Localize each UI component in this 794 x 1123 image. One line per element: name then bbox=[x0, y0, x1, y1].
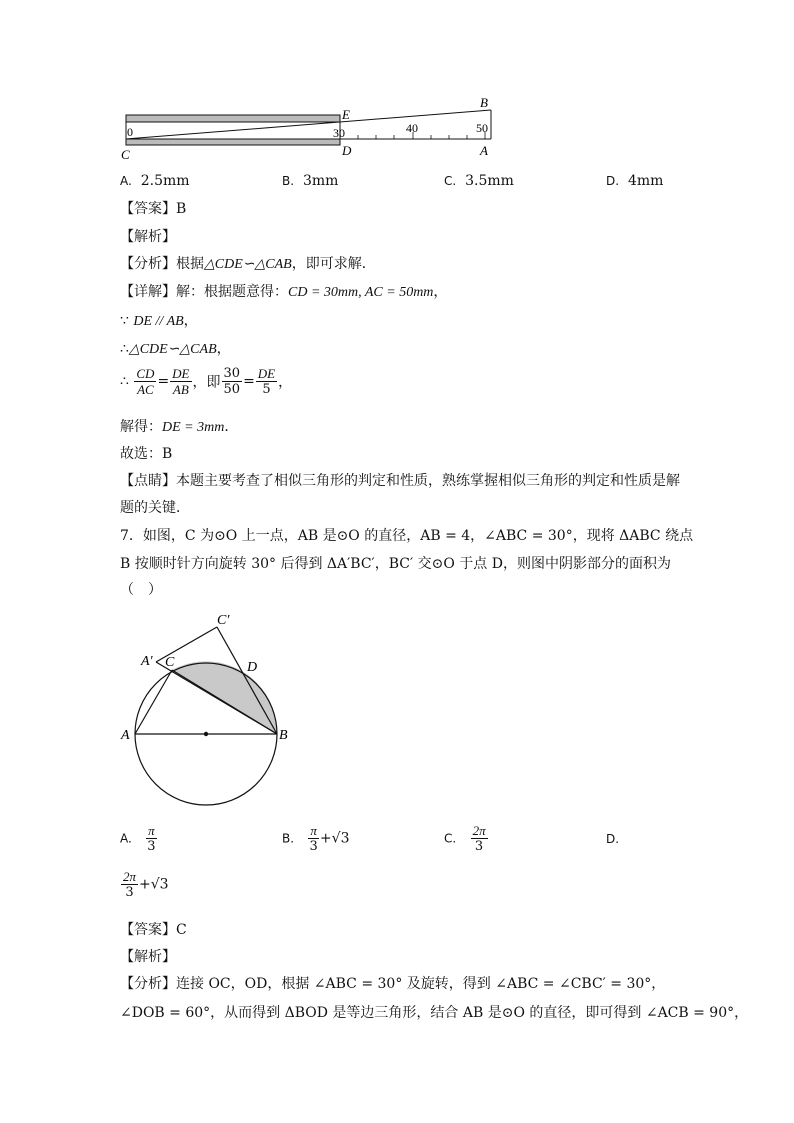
q6-xiangjie-tag: 【详解】 bbox=[120, 284, 176, 300]
label-D: D bbox=[342, 143, 352, 158]
q7-fenxi-line1 bbox=[120, 974, 665, 994]
label-Cprime: C′ bbox=[217, 613, 230, 628]
q6-fenxi bbox=[120, 254, 376, 275]
q7-option-d-value bbox=[120, 869, 169, 900]
therefore-symbol: ∴ bbox=[120, 341, 129, 357]
q7-option-b bbox=[282, 823, 349, 854]
q7-answer-value: C bbox=[176, 922, 187, 938]
q6-xiangjie-end: ， bbox=[433, 284, 448, 300]
q6-because-math: DE // AB bbox=[133, 314, 184, 329]
q6-because-end: ， bbox=[183, 313, 198, 329]
label-B: B bbox=[480, 95, 488, 110]
q7-stem-line3: （ ） bbox=[120, 582, 162, 598]
q6-therefore-math: △CDE∽△CAB bbox=[128, 342, 217, 357]
ruler-diagram bbox=[118, 92, 508, 162]
because-symbol: ∵ bbox=[120, 313, 129, 329]
upper-bar bbox=[126, 115, 340, 122]
q7-option-a bbox=[120, 823, 158, 854]
q6-option-a-text: 2.5mm bbox=[140, 173, 190, 189]
q6-option-b-letter: B. bbox=[282, 174, 295, 188]
fraction-cd-ac bbox=[134, 366, 156, 397]
lower-bar bbox=[126, 139, 340, 145]
q6-xiangjie bbox=[120, 282, 447, 303]
label-A: A bbox=[121, 728, 130, 743]
q6-answer-value: B bbox=[176, 201, 187, 217]
q7-answer-tag: 【答案】 bbox=[120, 922, 176, 938]
q6-solve-text: 解得： bbox=[120, 419, 162, 435]
frac-num: π bbox=[310, 823, 317, 838]
tick-30: 30 bbox=[333, 126, 345, 140]
tick-40: 40 bbox=[406, 121, 418, 135]
q6-option-d bbox=[606, 171, 663, 191]
q6-therefore-end: ， bbox=[216, 341, 231, 357]
fraction-de-ab bbox=[170, 366, 191, 397]
q7-option-d-plus-root: +√3 bbox=[139, 876, 169, 893]
frac-num: DE bbox=[257, 366, 276, 381]
label-B: B bbox=[279, 728, 288, 743]
q6-option-a-letter: A. bbox=[120, 174, 132, 188]
ratio-end: ， bbox=[278, 374, 293, 391]
frac-num: 30 bbox=[223, 366, 241, 381]
q6-analysis-tag: 【解析】 bbox=[120, 229, 176, 245]
label-Aprime: A′ bbox=[141, 654, 153, 669]
q6-dianjing-2: 题的关键． bbox=[120, 500, 190, 516]
center-point bbox=[204, 732, 208, 736]
q6-solve bbox=[120, 417, 238, 438]
tick-50: 50 bbox=[476, 121, 488, 135]
segment-AC bbox=[135, 670, 172, 734]
q7-stem-line2: B 按顺时针方向旋转 30° 后得到 ΔA′BC′，BC′ 交⊙O 于点 D，则图中阴影部分的面积为 bbox=[120, 556, 671, 572]
q6-solve-end: ． bbox=[224, 419, 239, 435]
q7-option-c bbox=[444, 823, 489, 854]
ratio-mid-text: ，即 bbox=[192, 374, 221, 391]
q6-answer bbox=[120, 199, 186, 219]
frac-den: 5 bbox=[262, 382, 271, 397]
frac-den: 3 bbox=[125, 885, 134, 900]
label-A: A bbox=[480, 143, 488, 158]
q6-fenxi-tag: 【分析】 bbox=[120, 256, 176, 272]
q7-fenxi-line2: ∠DOB = 60°，从而得到 ΔBOD 是等边三角形，结合 AB 是⊙O 的直径，即可得到 ∠ACB = 90°， bbox=[120, 1005, 749, 1021]
frac-num: CD bbox=[136, 366, 155, 381]
q6-fenxi-math: △CDE∽△CAB bbox=[204, 257, 292, 272]
q6-option-b-text: 3mm bbox=[302, 173, 339, 189]
shaded-region bbox=[172, 661, 277, 734]
q6-therefore bbox=[120, 339, 231, 360]
q6-xiangjie-math: CD = 30mm, AC = 50mm bbox=[288, 285, 434, 300]
circle-diagram bbox=[116, 608, 296, 838]
frac-num: 2π bbox=[472, 823, 486, 838]
q7-option-d-letter: D. bbox=[606, 832, 620, 846]
wedge-line-CB bbox=[126, 110, 491, 139]
q6-fenxi-text-a: 根据 bbox=[176, 256, 204, 272]
q7-answer bbox=[120, 920, 187, 940]
frac-num: 2π bbox=[123, 869, 137, 884]
q6-dianjing-1 bbox=[120, 471, 680, 491]
q7-option-b-fraction bbox=[308, 823, 319, 854]
q6-option-a bbox=[120, 171, 190, 191]
q6-ratio: ∴ $\frac{CD}{AC}$ = $\frac{DE}{AB}$ ，即 $\frac{30}{50}$ = $\frac{DE}{5}$ ， bbox=[120, 366, 293, 397]
frac-den: 3 bbox=[147, 839, 156, 854]
q6-because bbox=[120, 311, 198, 332]
q7-option-c-fraction bbox=[471, 823, 488, 854]
q7-option-c-letter: C. bbox=[444, 831, 457, 846]
q6-solve-math: DE = 3mm bbox=[162, 420, 225, 435]
frac-den: 3 bbox=[309, 839, 318, 854]
q6-option-b bbox=[282, 171, 338, 191]
fraction-30-50 bbox=[222, 366, 243, 397]
label-C: C bbox=[165, 655, 175, 670]
q7-option-b-letter: B. bbox=[282, 831, 295, 846]
q7-fenxi-text1: 连接 OC，OD，根据 ∠ABC = 30° 及旋转，得到 ∠ABC = ∠CBC′ = 30°， bbox=[176, 976, 666, 992]
q6-dianjing-text1: 本题主要考查了相似三角形的判定和性质，熟练掌握相似三角形的判定和性质是解 bbox=[176, 473, 680, 489]
q6-choice: 故选：B bbox=[120, 446, 173, 462]
label-D: D bbox=[247, 660, 258, 675]
tick-0: 0 bbox=[127, 125, 133, 139]
therefore-symbol: ∴ bbox=[120, 373, 129, 390]
q6-option-c-text: 3.5mm bbox=[465, 173, 514, 189]
q7-option-d-fraction bbox=[121, 869, 138, 900]
frac-den: 50 bbox=[223, 382, 241, 397]
ruler-ticks bbox=[358, 132, 485, 139]
q7-fenxi-tag: 【分析】 bbox=[120, 976, 176, 992]
q6-answer-tag: 【答案】 bbox=[120, 201, 176, 217]
frac-num: DE bbox=[172, 366, 190, 381]
q6-fenxi-text-b: ，即可求解． bbox=[291, 256, 376, 272]
q7-option-a-letter: A. bbox=[120, 831, 132, 846]
frac-den: 3 bbox=[474, 839, 484, 854]
q6-dianjing-tag: 【点睛】 bbox=[120, 473, 176, 489]
frac-den: AB bbox=[172, 382, 189, 397]
q6-xiangjie-text: 解：根据题意得： bbox=[176, 284, 288, 300]
q7-option-a-fraction bbox=[146, 823, 157, 854]
q6-option-d-letter: D. bbox=[606, 174, 620, 188]
q7-option-b-plus-root: +√3 bbox=[319, 830, 350, 847]
q7-analysis-tag: 【解析】 bbox=[120, 949, 176, 965]
frac-num: π bbox=[148, 823, 155, 838]
frac-den: AC bbox=[137, 382, 154, 397]
q7-stem-line1: 7．如图，C 为⊙O 上一点，AB 是⊙O 的直径，AB = 4，∠ABC = 30°，现将 ΔABC 绕点 bbox=[120, 528, 694, 544]
label-E: E bbox=[342, 107, 350, 122]
q6-option-d-text: 4mm bbox=[627, 173, 664, 189]
fraction-de-5 bbox=[256, 366, 277, 397]
q6-option-c-letter: C. bbox=[444, 174, 457, 188]
label-C: C bbox=[121, 147, 130, 162]
q7-option-d bbox=[606, 831, 619, 847]
q6-option-c bbox=[444, 171, 514, 191]
